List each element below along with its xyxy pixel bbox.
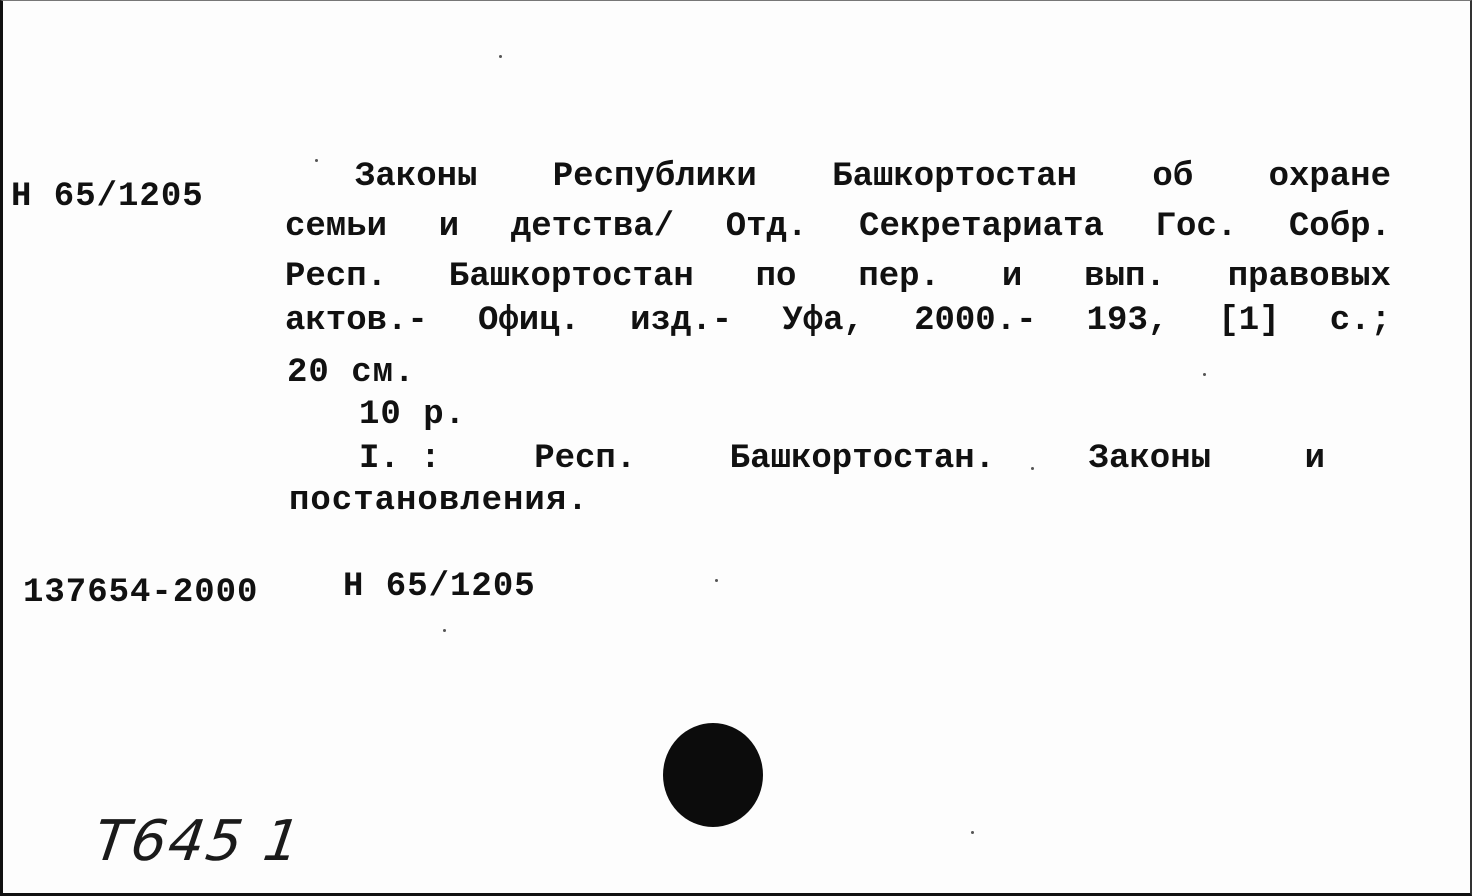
footer-call-number: Н 65/1205 — [343, 568, 536, 606]
title-line-2 — [285, 207, 1391, 247]
subject-line — [359, 439, 1325, 479]
word: Офиц. — [477, 302, 580, 340]
word: вып. — [1084, 258, 1166, 296]
speck — [715, 579, 718, 582]
word: [1] — [1218, 302, 1280, 340]
word: 2000.- — [914, 302, 1037, 340]
word: детства/ — [510, 208, 675, 246]
word: с.; — [1329, 302, 1391, 340]
footer-number: 137654-2000 — [23, 574, 259, 612]
title-line-3 — [285, 257, 1391, 297]
word: Гос. — [1155, 208, 1238, 246]
word: правовых — [1227, 258, 1391, 296]
word: изд.- — [630, 302, 733, 340]
word: Собр. — [1288, 208, 1391, 246]
word: 193, — [1086, 302, 1169, 340]
word: Республики — [552, 158, 757, 196]
word: и — [1304, 440, 1325, 478]
word: Отд. — [725, 208, 808, 246]
word: по — [755, 258, 797, 296]
size-line: 20 см. — [287, 354, 416, 392]
word: I. : — [359, 440, 441, 478]
word: Уфа, — [782, 302, 864, 340]
subject-line-end: постановления. — [289, 482, 589, 520]
word: Башкортостан — [832, 158, 1078, 196]
word: Башкортостан — [448, 258, 694, 296]
word: актов.- — [285, 302, 428, 340]
speck — [1203, 373, 1206, 376]
word: Башкортостан. — [729, 440, 996, 478]
speck — [315, 159, 318, 162]
word: и — [438, 208, 460, 246]
call-number: Н 65/1205 — [11, 178, 204, 216]
handwritten-mark: Т645 1 — [90, 809, 307, 874]
speck — [971, 831, 974, 834]
word: об — [1152, 158, 1194, 196]
speck — [499, 55, 502, 58]
word: Секретариата — [859, 208, 1104, 246]
word: семьи — [285, 208, 388, 246]
word: и — [1001, 258, 1023, 296]
word: пер. — [858, 258, 940, 296]
word: Законы — [1088, 440, 1212, 478]
price-line: 10 р. — [359, 396, 467, 434]
speck — [443, 629, 446, 632]
speck — [1031, 467, 1034, 470]
word: охране — [1268, 158, 1391, 196]
punch-hole — [663, 723, 763, 827]
word: Респ. — [534, 440, 637, 478]
title-line-4 — [285, 301, 1391, 341]
word: Респ. — [285, 258, 388, 296]
title-line-1 — [355, 157, 1391, 197]
word: Законы — [355, 158, 478, 196]
